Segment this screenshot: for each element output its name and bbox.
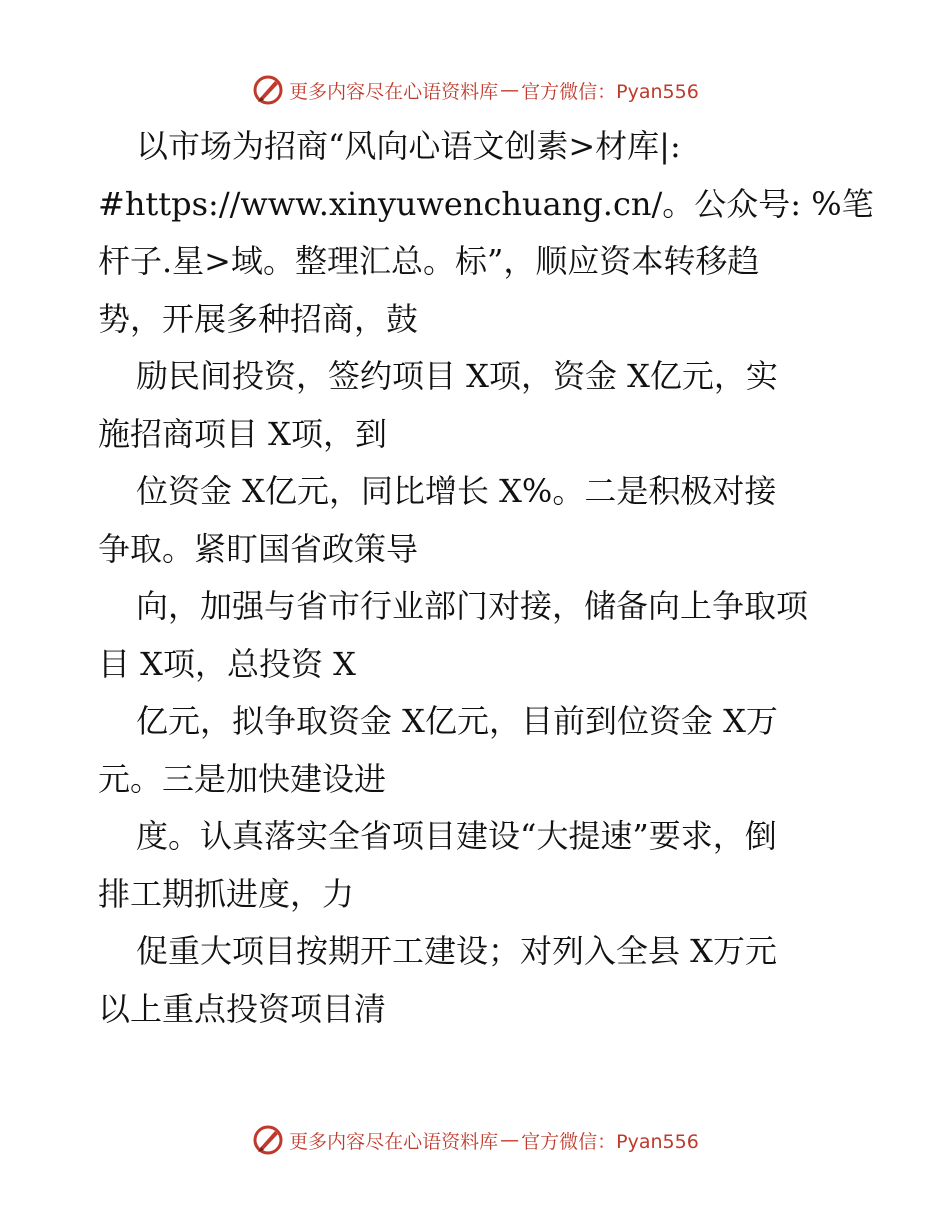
text-line: 杆子.星>域。整理汇总。标”，顺应资本转移趋 [98, 242, 760, 280]
text-line: 促重大项目按期开工建设；对列入全县 X万元 [136, 932, 777, 970]
text-line: 目 X项，总投资 X [98, 644, 356, 683]
header-watermark-banner [0, 70, 950, 110]
banner-wechat: 官方微信：Pyan556 [521, 1130, 699, 1153]
text-line: 亿元，拟争取资金 X亿元，目前到位资金 X万 [136, 702, 778, 740]
text-line: 排工期抓进度，力 [98, 874, 355, 913]
text-line: 励民间投资，签约项目 X项，资金 X亿元，实 [136, 357, 778, 395]
text-line: 元。三是加快建设进 [98, 759, 387, 798]
quill-pen-logo-icon [251, 1123, 285, 1157]
text-line: 以市场为招商“风向心语文创素>材库|: [136, 127, 681, 165]
text-line: 度。认真落实全省项目建设“大提速”要求，倒 [136, 817, 777, 855]
banner-wechat: 官方微信：Pyan556 [521, 80, 699, 103]
text-line: #https://www.xinyuwenchuang.cn/。公众号: %笔 [98, 184, 874, 223]
quill-pen-logo-icon [251, 73, 285, 107]
text-line: 争取。紧盯国省政策导 [98, 529, 419, 568]
document-body [98, 118, 878, 1038]
text-line: 势，开展多种招商，鼓 [98, 299, 419, 338]
banner-separator: — [500, 1129, 520, 1151]
text-line: 以上重点投资项目清 [98, 989, 387, 1028]
banner-text: 更多内容尽在心语资料库 [289, 80, 499, 103]
text-line: 施招商项目 X项，到 [98, 414, 387, 453]
banner-text: 更多内容尽在心语资料库 [289, 1130, 499, 1153]
banner-separator: — [500, 79, 520, 101]
text-line: 向，加强与省市行业部门对接，储备向上争取项 [136, 587, 809, 625]
footer-watermark-banner [0, 1120, 950, 1160]
text-line: 位资金 X亿元，同比增长 X%。二是积极对接 [136, 472, 777, 510]
